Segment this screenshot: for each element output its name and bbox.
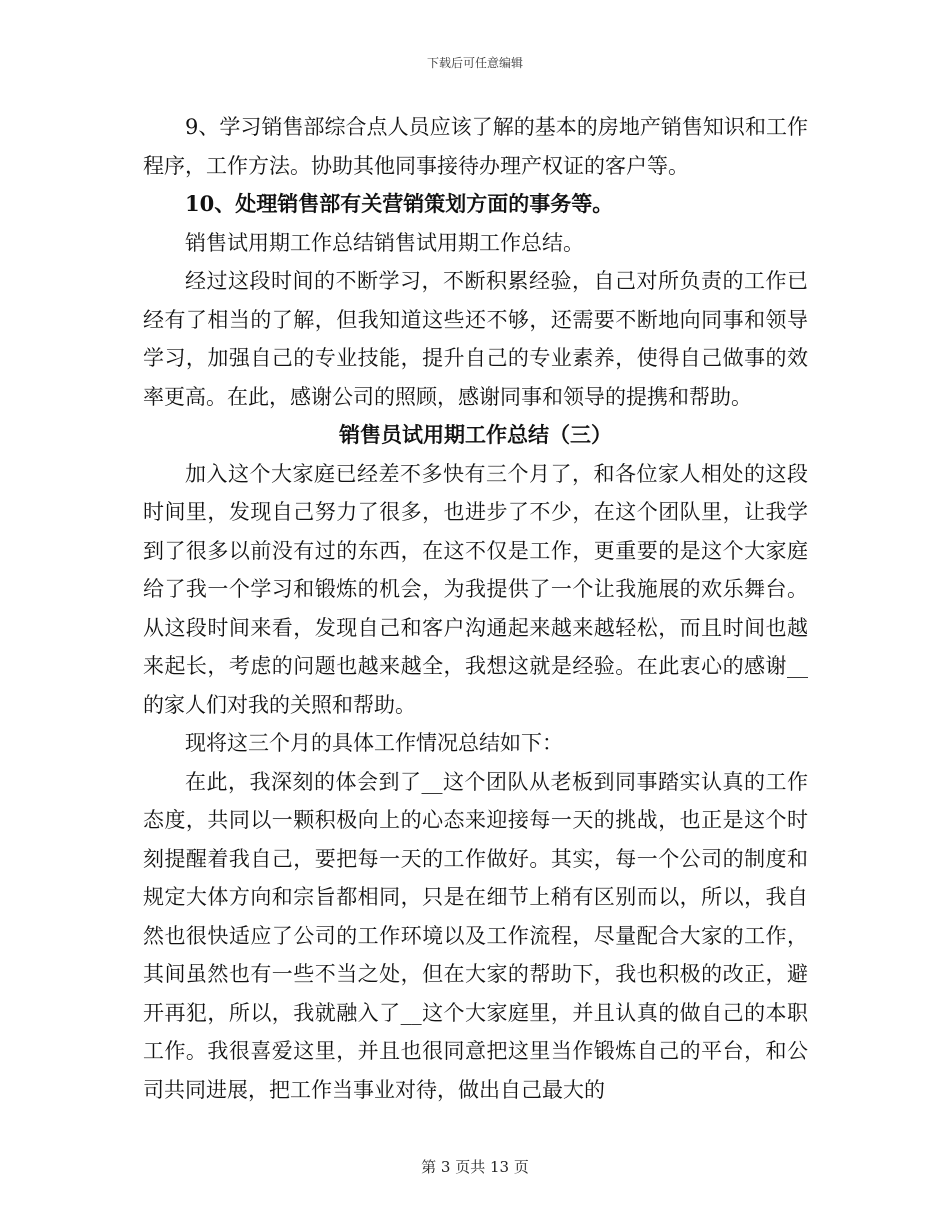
document-body	[143, 108, 808, 1109]
paragraph-intro: 加入这个大家庭已经差不多快有三个月了，和各位家人相处的这段时间里，发现自己努力了很多，也进步了不少，在这个团队里，让我学到了很多以前没有过的东西，在这不仅是工作，更重要的是这个大家庭给了我一个学习和锻炼的机会，为我提供了一个让我施展的欢乐舞台。从这段时间来看，发现自己和客户沟通起来越来越轻松，而且时间也越来起长，考虑的问题也越来越全，我想这就是经验。在此衷心的感谢__的家人们对我的关照和帮助。	[143, 461, 808, 717]
paragraph-summary-line: 销售试用期工作总结销售试用期工作总结。	[185, 230, 584, 255]
paragraph-detail: 在此，我深刻的体会到了__这个团队从老板到同事踏实认真的工作态度，共同以一颗积极向上的心态来迎接每一天的挑战，也正是这个时刻提醒着我自己，要把每一天的工作做好。其实，每一个公司的制度和规定大体方向和宗旨都相同，只是在细节上稍有区别而以，所以，我自然也很快适应了公司的工作环境以及工作流程，尽量配合大家的工作，其间虽然也有一些不当之处，但在大家的帮助下，我也积极的改正，避开再犯，所以，我就融入了__这个大家庭里，并且认真的做自己的本职工作。我很喜爱这里，并且也很同意把这里当作锻炼自己的平台，和公司共同进展，把工作当事业对待，做出自己最大的	[143, 769, 808, 1102]
paragraph-item-10: 10、处理销售部有关营销策划方面的事务等。	[185, 191, 614, 216]
paragraph-summary-intro: 现将这三个月的具体工作情况总结如下：	[185, 731, 563, 755]
paragraph-item-9: 9、学习销售部综合点人员应该了解的基本的房地产销售知识和工作程序，工作方法。协助其他同事接待办理产权证的客户等。	[143, 115, 808, 178]
paragraph-experience: 经过这段时间的不断学习，不断积累经验，自己对所负责的工作已经有了相当的了解，但我知道这些还不够，还需要不断地向同事和领导学习，加强自己的专业技能，提升自己的专业素养，使得自己做事的效率更高。在此，感谢公司的照顾，感谢同事和领导的提携和帮助。	[143, 269, 808, 409]
page-header: 下载后可任意编辑	[426, 56, 523, 70]
page-footer: 第 3 页共 13 页	[421, 1158, 529, 1176]
section-heading: 销售员试用期工作总结（三）	[339, 422, 612, 447]
